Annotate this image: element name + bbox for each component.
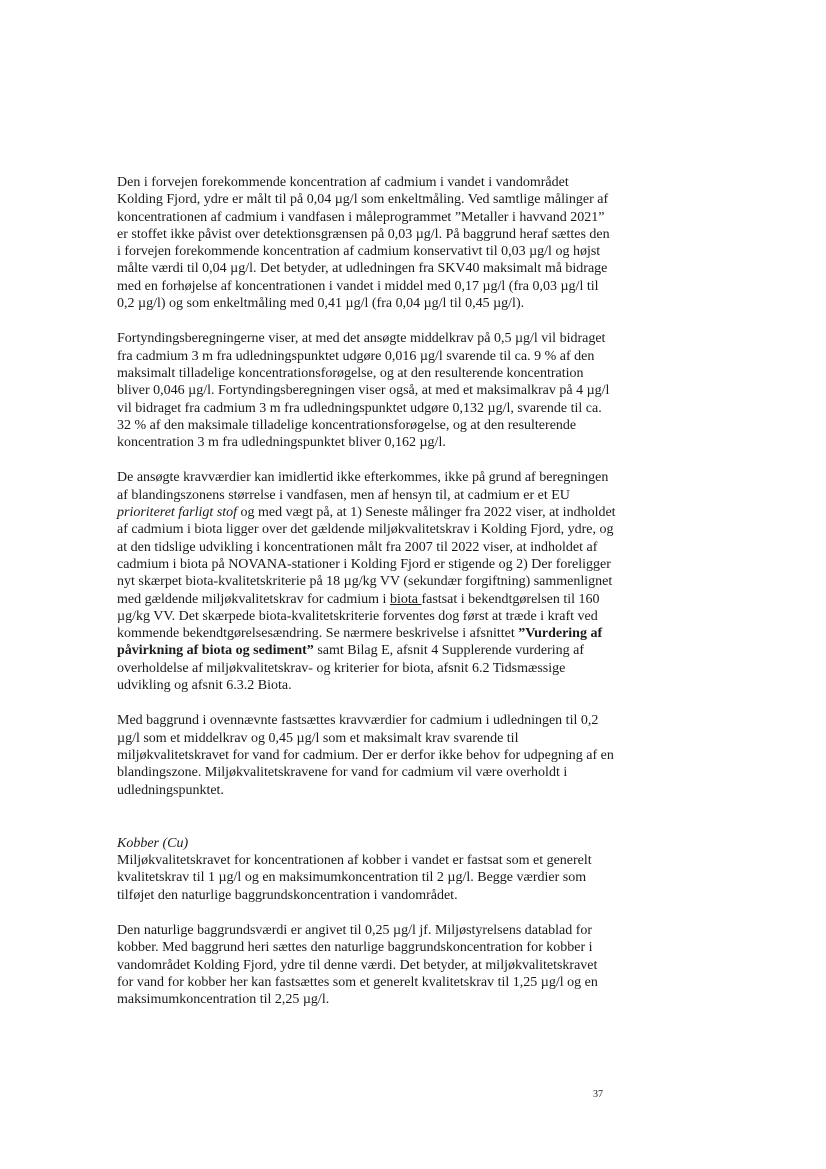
- paragraph-cadmium-requirements: Med baggrund i ovennævnte fastsættes kravværdier for cadmium i udledningen til 0,2 µg/l som et middelkrav og 0,45 µg/l som et maksimalt krav svarende til miljøkvalitetskravet for vand for cadmium. Der er derfor ikke behov for udpegning af en blandingszone. Miljøkvalitetskravene for vand for cadmium vil være overholdt i udledningspunktet.: [117, 713, 614, 798]
- p3-text-a: De ansøgte kravværdier kan imidlertid ikke efterkommes, ikke på grund af beregningen af blandingszonens størrelse i vandfasen, men af hensyn til, at cadmium er et EU: [117, 470, 609, 503]
- page-body: [117, 174, 617, 1008]
- p3-text-d: samt Bilag E, afsnit 4 Supplerende vurdering af overholdelse af miljøkvalitetskrav- og kriterier for biota, afsnit 6.2 Tidsmæssige udvikling og afsnit 6.3.2 Biota.: [117, 643, 585, 694]
- p3-bold-section-ref: ”Vurdering af påvirkning af biota og sediment”: [117, 626, 603, 659]
- p3-underlined-biota: biota: [389, 591, 422, 607]
- section-heading-kobber: Kobber (Cu): [117, 835, 189, 851]
- page-number: 37: [593, 1089, 603, 1100]
- paragraph-cadmium-background: Den i forvejen forekommende koncentration af cadmium i vandet i vandområdet Kolding Fjord, ydre er målt til på 0,04 µg/l som enkeltmåling. Ved samtlige målinger af koncentrationen af cadmium i vandfasen i måleprogrammet ”Metaller i havvand 2021” er stoffet ikke påvist over detektionsgrænsen på 0,03 µg/l. På baggrund heraf sættes den i forvejen forekommende koncentration af cadmium konservativt til 0,03 µg/l og højst målte værdi til 0,04 µg/l. Det betyder, at udledningen fra SKV40 maksimalt må bidrage med en forhøjelse af koncentrationen i vandet i middel med 0,17 µg/l (fra 0,03 µg/l til 0,2 µg/l) og som enkeltmåling med 0,41 µg/l (fra 0,04 µg/l til 0,45 µg/l).: [117, 175, 610, 312]
- p3-italic-term: prioriteret farligt stof: [117, 505, 238, 521]
- p3-text-c: fastsat i bekendtgørelsen til 160 µg/kg VV. Det skærpede biota-kvalitetskriterie forventes dog først at træde i kraft ved kommende bekendtgørelsesændring. Se nærmere beskrivelse i afsnittet: [117, 591, 600, 642]
- paragraph-dilution-calculations: Fortyndingsberegningerne viser, at med det ansøgte middelkrav på 0,5 µg/l vil bidraget fra cadmium 3 m fra udledningspunktet udgøre 0,016 µg/l svarende til ca. 9 % af den maksimalt tilladelige koncentrationsforøgelse, og at den resulterende koncentration bliver 0,046 µg/l. Fortyndingsberegningen viser også, at med et maksimalkrav på 4 µg/l vil bidraget fra cadmium 3 m fra udledningspunktet udgøre 0,132 µg/l, svarende til ca. 32 % af den maksimale tilladelige koncentrationsforøgelse, og at den resulterende koncentration 3 m fra udledningspunktet bliver 0,162 µg/l.: [117, 331, 610, 451]
- paragraph-copper-background: Den naturlige baggrundsværdi er angivet til 0,25 µg/l jf. Miljøstyrelsens datablad for kobber. Med baggrund heri sættes den naturlige baggrundskoncentration for kobber i vandområdet Kolding Fjord, ydre til denne værdi. Det betyder, at miljøkvalitetskravet for vand for kobber her kan fastsættes som et generelt kvalitetskrav til 1,25 µg/l og en maksimumkoncentration til 2,25 µg/l.: [117, 922, 598, 1008]
- p3-text-b: og med vægt på, at 1) Seneste målinger fra 2022 viser, at indholdet af cadmium i biota ligger over det gældende miljøkvalitetskrav i Kolding Fjord, ydre, og at den tidslige udvikling i koncentrationen målt fra 2007 til 2022 viser, at indholdet af cadmium i biota på NOVANA-stationer i Kolding Fjord er stigende og 2) Der foreligger nyt skærpet biota-kvalitetskriterie på 18 µg/kg VV (sekundær forgiftning) sammenlignet med gældende miljøkvalitetskrav for cadmium i: [117, 505, 616, 607]
- paragraph-requirements-rejected: [117, 469, 617, 694]
- paragraph-copper-quality-requirement: Miljøkvalitetskravet for koncentrationen af kobber i vandet er fastsat som et generelt kvalitetskrav til 1 µg/l og en maksimumkoncentration til 2 µg/l. Begge værdier som tilføjet den naturlige baggrundskoncentration i vandområdet.: [117, 853, 592, 903]
